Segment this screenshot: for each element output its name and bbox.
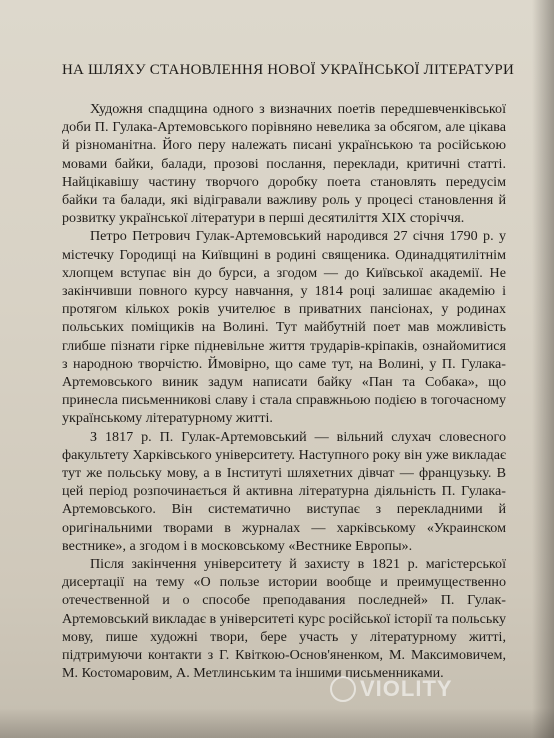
- page-edge-shadow: [532, 0, 554, 738]
- paragraph: Художня спадщина одного з визначних поетів передшевченківської доби П. Гулака-Артемовського порівняно невелика за обсягом, але цікава й різноманітна. Його перу належать писані українською та російською мовами байки, балади, прозові послання, переклади, критичні статті. Найцікавішу частину творчого доробку поета становлять передусім байки та балади, які відігравали важливу роль у процесі становлення й розвитку української літератури в перші десятиліття XIX сторіччя.: [62, 101, 506, 227]
- body-text: [62, 100, 506, 683]
- violity-logo-icon: [330, 676, 356, 702]
- paragraph: Після закінчення університету й захисту в 1821 р. магістерської дисертації на тему «О пользе истории вообще и преимущественно отечественной и о способе преподавания последней» П. Гулак-Артемовський викладає в університеті курс російської історії та польську мову, пише художні твори, бере участь у літературному житті, підтримуючи контакти з Г. Квіткою-Основ'яненком, М. Максимовичем, М. Костомаровим, А. Метлинським та іншими письменниками.: [62, 556, 506, 682]
- paragraph: З 1817 р. П. Гулак-Артемовський — вільний слухач словесного факультету Харківського університету. Наступного року він уже викладає тут же польську мову, а в Інституті шляхетних дівчат — французьку. В цей період розпочинається й активна літературна діяльність П. Гулака-Артемовського. Він систематично виступає з перекладними й оригінальними творами в журналах — харківському «Украинском вестнике», а згодом і в московському «Вестнике Европы».: [62, 428, 506, 554]
- page-title: НА ШЛЯХУ СТАНОВЛЕННЯ НОВОЇ УКРАЇНСЬКОЇ ЛІТЕРАТУРИ: [62, 62, 515, 78]
- page-bottom-shadow: [0, 708, 554, 738]
- paragraph: Петро Петрович Гулак-Артемовський народився 27 січня 1790 р. у містечку Городищі на Київщині в родині священика. Одинадцятилітнім хлопцем вступає він до бурси, а згодом — до Київської академії. Не закінчивши повного курсу навчання, у 1814 році залишає академію і протягом кількох років учителює в приватних пансіонах, у родинах польських поміщиків на Волині. Тут майбутній поет мав можливість глибше пізнати гірке підневільне життя трударів-кріпаків, ознайомитися з народною творчістю. Ймовірно, що саме тут, на Волині, у П. Гулака-Артемовського виник задум написати байку «Пан та Собака», що принесла письменникові славу і стала справжньою подією в тогочасному українському літературному житті.: [62, 228, 506, 427]
- watermark: VIOLITY: [360, 676, 453, 701]
